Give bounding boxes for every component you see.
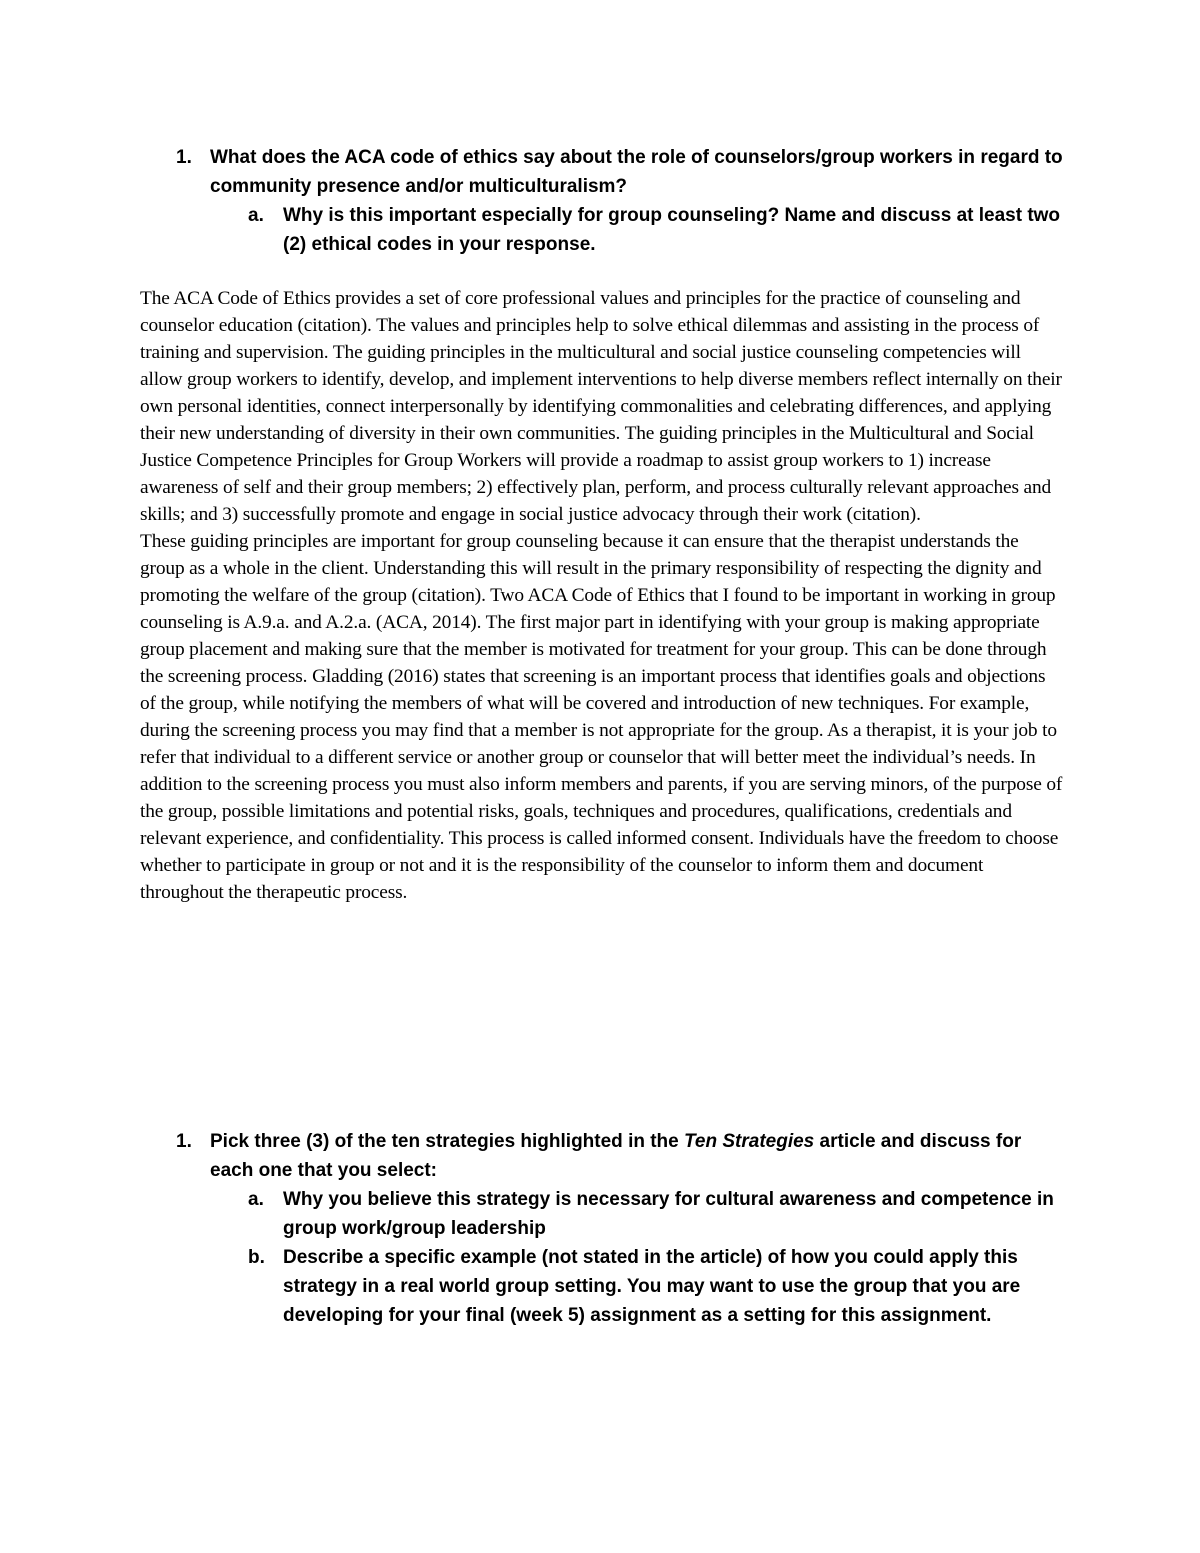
question-2-text	[210, 1127, 1066, 1185]
question-2-block	[176, 1127, 1066, 1330]
question-2-sub-b-text: Describe a specific example (not stated in the article) of how you could apply this strategy in a real world group setting. You may want to use the group that you are developing for your final (week 5) assignment as a setting for this assignment.	[283, 1247, 1021, 1326]
question-1	[176, 143, 1066, 201]
question-1-sub-a-letter: a.	[248, 205, 264, 226]
question-1-number: 1.	[176, 147, 192, 168]
question-1-block	[176, 143, 1066, 259]
question-1-sub-a	[248, 201, 1066, 259]
question-2-sub-a	[248, 1185, 1066, 1243]
answer-paragraph-1: The ACA Code of Ethics provides a set of core professional values and principles for the practice of counseling and counselor education (citation). The values and principles help to solve ethical dilemmas and assisting in the process of training and supervision. The guiding principles in the multicultural and social justice counseling competencies will allow group workers to identify, develop, and implement interventions to help diverse members reflect internally on their own personal identities, connect interpersonally by identifying commonalities and celebrating differences, and applying their new understanding of diversity in their own communities. The guiding principles in the Multicultural and Social Justice Competence Principles for Group Workers will provide a roadmap to assist group workers to 1) increase awareness of self and their group members; 2) effectively plan, perform, and process culturally relevant approaches and skills; and 3) successfully promote and engage in social justice advocacy through their work (citation).	[140, 288, 1062, 525]
question-2-text-after: article and discuss for each one that you select:	[210, 1131, 1022, 1181]
question-2-text-before: Pick three (3) of the ten strategies highlighted in the	[210, 1131, 685, 1152]
question-2-sub-a-letter: a.	[248, 1189, 264, 1210]
question-2-sub-b-letter: b.	[248, 1247, 265, 1268]
question-2-number: 1.	[176, 1131, 192, 1152]
answer-paragraph-2: These guiding principles are important for group counseling because it can ensure that the therapist understands the group as a whole in the client. Understanding this will result in the primary responsibility of respecting the dignity and promoting the welfare of the group (citation). Two ACA Code of Ethics that I found to be important in working in group counseling is A.9.a. and A.2.a. (ACA, 2014). The first major part in identifying with your group is making appropriate group placement and making sure that the member is motivated for treatment for your group. This can be done through the screening process. Gladding (2016) states that screening is an important process that identifies goals and objections of the group, while notifying the members of what will be covered and introduction of new techniques. For example, during the screening process you may find that a member is not appropriate for the group. As a therapist, it is your job to refer that individual to a different service or another group or counselor that will better meet the individual’s needs. In addition to the screening process you must also inform members and parents, if you are serving minors, of the purpose of the group, possible limitations and potential risks, goals, techniques and procedures, qualifications, credentials and relevant experience, and confidentiality. This process is called informed consent. Individuals have the freedom to choose whether to participate in group or not and it is the responsibility of the counselor to inform them and document throughout the therapeutic process.	[140, 531, 1063, 903]
question-2	[176, 1127, 1066, 1185]
question-1-text: What does the ACA code of ethics say about the role of counselors/group workers in regard to community presence and/or multiculturalism?	[210, 147, 1063, 197]
question-2-sub-a-text: Why you believe this strategy is necessary for cultural awareness and competence in group work/group leadership	[283, 1189, 1054, 1239]
question-2-sub-b	[248, 1243, 1066, 1330]
question-1-sub-a-text: Why is this important especially for group counseling? Name and discuss at least two (2) ethical codes in your response.	[283, 205, 1061, 255]
question-2-article-title: Ten Strategies	[684, 1131, 815, 1152]
answer-body	[140, 285, 1065, 906]
